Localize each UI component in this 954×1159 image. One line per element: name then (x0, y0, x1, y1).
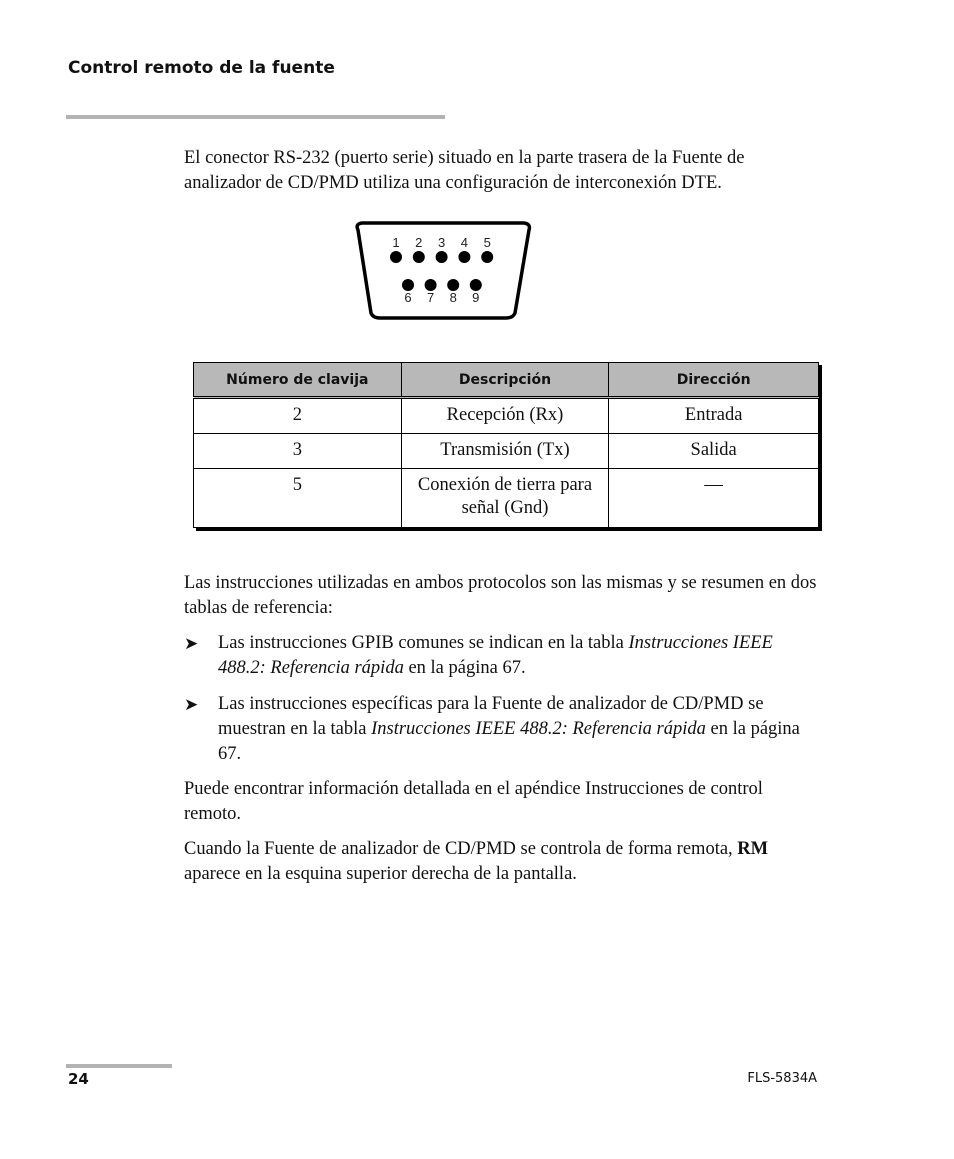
direction-cell: Entrada (609, 398, 819, 434)
table-header-row (194, 363, 819, 398)
list-item-text: Las instrucciones específicas para la Fuente de analizador de CD/PMD se muestran en la tabla (218, 694, 764, 739)
table-row (194, 434, 819, 469)
pin-number-cell: 5 (194, 469, 402, 528)
detail-paragraph: Puede encontrar información detallada en el apéndice Instrucciones de control remoto. (184, 779, 763, 824)
description-cell: Transmisión (Tx) (401, 434, 609, 469)
page-header-title: Control remoto de la fuente (68, 58, 335, 78)
connector-pin (390, 251, 402, 263)
table-row (194, 469, 819, 528)
instructions-intro-paragraph: Las instrucciones utilizadas en ambos protocolos son las mismas y se resumen en dos tablas de referencia: (184, 573, 817, 618)
pin-number-cell: 2 (194, 398, 402, 434)
pin-label: 6 (404, 290, 412, 305)
table-row (194, 398, 819, 434)
pin-label: 9 (472, 290, 480, 305)
remote-paragraph (184, 837, 824, 887)
column-header-pin-number: Número de clavija (194, 363, 402, 398)
table-reference-link[interactable]: Instrucciones IEEE 488.2: Referencia rápida (218, 633, 773, 678)
pin-number-cell: 3 (194, 434, 402, 469)
pin-label: 5 (483, 235, 491, 250)
arrowhead-bullet-icon: ➤ (184, 634, 199, 654)
list-item (184, 631, 824, 681)
description-cell: Conexión de tierra para señal (Gnd) (401, 469, 609, 528)
pin-label: 8 (449, 290, 457, 305)
pin-label: 7 (426, 290, 435, 305)
footer-rule (66, 1064, 172, 1068)
column-header-direction: Dirección (609, 363, 819, 398)
column-header-description: Descripción (401, 363, 609, 398)
header-rule (66, 115, 445, 119)
arrowhead-bullet-icon: ➤ (184, 695, 199, 715)
direction-cell: — (609, 469, 819, 528)
document-code: FLS-5834A (747, 1071, 817, 1086)
description-cell: Recepción (Rx) (401, 398, 609, 434)
connector-pin (436, 251, 448, 263)
rm-indicator-text: RM (737, 839, 769, 859)
pin-label: 2 (415, 235, 423, 250)
table-reference-link[interactable]: Instrucciones IEEE 488.2: Referencia rápida (371, 719, 706, 739)
connector-pin (413, 251, 425, 263)
db9-connector-diagram (350, 218, 536, 322)
direction-cell: Salida (609, 434, 819, 469)
pin-table (193, 362, 819, 528)
pin-label: 3 (437, 235, 446, 250)
list-item-text: Las instrucciones GPIB comunes se indican en la tabla (218, 633, 629, 653)
page-number: 24 (68, 1070, 89, 1088)
intro-paragraph: El conector RS-232 (puerto serie) situado en la parte trasera de la Fuente de analizador de CD/PMD utiliza una configuración de interconexión DTE. (184, 148, 745, 193)
remote-text: Cuando la Fuente de analizador de CD/PMD se controla de forma remota, (184, 839, 738, 859)
connector-pin (458, 251, 470, 263)
list-item-text: en la página 67. (403, 658, 526, 678)
list-item-text: en la página 67. (218, 719, 800, 764)
pin-label: 4 (460, 235, 469, 250)
remote-text: aparece en la esquina superior derecha de la pantalla. (184, 864, 577, 884)
pin-label: 1 (392, 235, 400, 250)
list-item (184, 692, 824, 767)
connector-pin (481, 251, 493, 263)
reference-list (184, 631, 824, 767)
